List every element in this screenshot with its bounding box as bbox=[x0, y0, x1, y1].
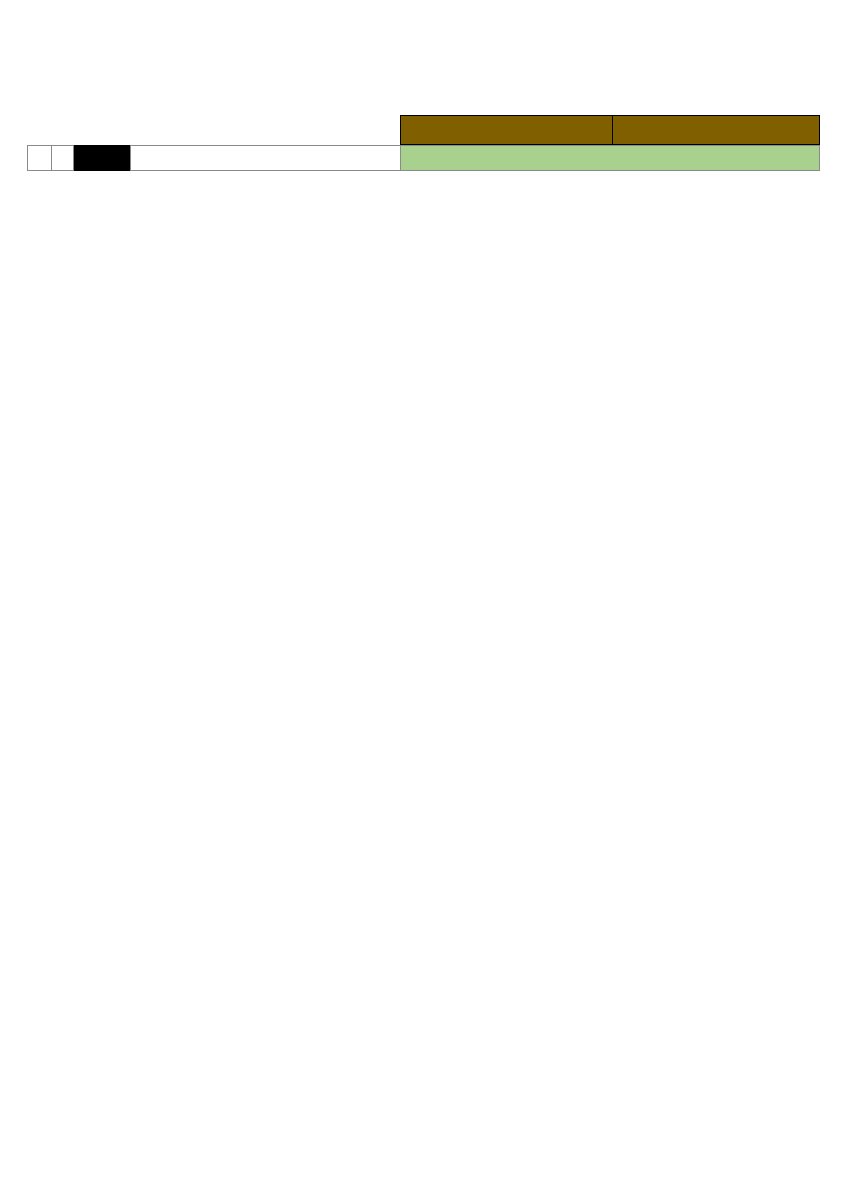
header-sa bbox=[27, 145, 52, 171]
header-di bbox=[51, 145, 74, 171]
banner-rentree bbox=[400, 145, 820, 171]
class-header-4eme bbox=[400, 115, 613, 145]
header-sem bbox=[74, 145, 130, 171]
class-header-3eme bbox=[612, 115, 820, 145]
header-info bbox=[130, 145, 401, 171]
